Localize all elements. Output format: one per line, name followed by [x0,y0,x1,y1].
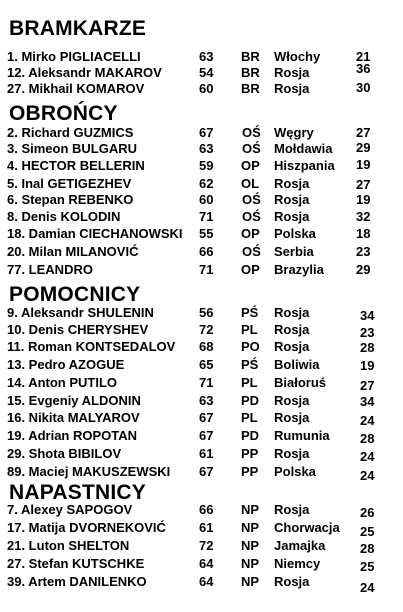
player-nation: Rosja [274,393,310,408]
player-rating: 71 [199,209,214,224]
player-position: PP [241,446,259,461]
player-nation: Niemcy [274,556,321,571]
player-age: 23 [360,325,375,340]
player-age: 28 [360,340,375,355]
player-nation: Rosja [274,502,310,517]
player-age: 21 [356,49,371,64]
player-name: 13. Pedro AZOGUE [7,357,125,372]
player-nation: Chorwacja [274,520,340,535]
player-name: 17. Matija DVORNEKOVIĆ [7,520,166,535]
player-age: 27 [360,378,375,393]
player-rating: 54 [199,65,214,80]
player-rating: 65 [199,357,214,372]
player-age: 29 [356,262,371,277]
player-nation: Rosja [274,209,310,224]
player-age: 18 [356,226,371,241]
player-age: 27 [356,125,371,140]
player-age: 28 [360,541,375,556]
player-name: 12. Aleksandr MAKAROV [7,65,162,80]
player-position: PO [241,339,260,354]
player-name: 18. Damian CIECHANOWSKI [7,226,183,241]
player-name: 27. Stefan KUTSCHKE [7,556,145,571]
player-nation: Rosja [274,176,310,191]
player-rating: 63 [199,49,214,64]
player-rating: 67 [199,410,214,425]
player-position: PŚ [241,305,259,320]
player-position: NP [241,556,260,571]
player-nation: Rosja [274,65,310,80]
player-age: 25 [360,524,375,539]
player-rating: 71 [199,262,214,277]
player-name: 14. Anton PUTILO [7,375,118,390]
player-age: 24 [360,580,375,595]
player-position: OŚ [242,125,261,140]
player-position: PP [241,464,259,479]
player-nation: Rosja [274,192,310,207]
player-position: OŚ [242,244,261,259]
player-nation: Rosja [274,574,310,589]
player-position: OP [241,226,260,241]
player-name: 9. Aleksandr SHULENIN [7,305,154,320]
player-age: 34 [360,394,375,409]
player-nation: Brazylia [274,262,324,277]
player-rating: 63 [199,141,214,156]
player-position: OŚ [242,209,261,224]
player-age: 29 [356,140,371,155]
player-position: PL [241,322,258,337]
player-rating: 62 [199,176,214,191]
player-name: 15. Evgeniy ALDONIN [7,393,141,408]
player-position: BR [241,49,260,64]
player-name: 16. Nikita MALYAROV [7,410,140,425]
player-position: PD [241,393,260,408]
player-rating: 72 [199,322,214,337]
player-name: 8. Denis KOLODIN [7,209,121,224]
player-rating: 67 [199,125,214,140]
player-age: 24 [360,449,375,464]
player-name: 1. Mirko PIGLIACELLI [7,49,141,64]
player-nation: Rosja [274,410,310,425]
player-rating: 71 [199,375,214,390]
player-nation: Rosja [274,446,310,461]
player-position: NP [241,574,260,589]
player-position: OP [241,262,260,277]
player-position: OL [241,176,260,191]
player-nation: Serbia [274,244,314,259]
player-name: 6. Stepan REBENKO [7,192,134,207]
player-name: 2. Richard GUZMICS [7,125,134,140]
player-position: PŚ [241,357,259,372]
player-nation: Rosja [274,305,310,320]
player-rating: 67 [199,428,214,443]
player-nation: Polska [274,464,316,479]
player-age: 19 [360,358,375,373]
player-nation: Rosja [274,81,310,96]
player-nation: Polska [274,226,316,241]
player-name: 21. Luton SHELTON [7,538,130,553]
player-name: 7. Alexey SAPOGOV [7,502,133,517]
player-name: 39. Artem DANILENKO [7,574,147,589]
player-position: OŚ [242,192,261,207]
player-position: NP [241,538,260,553]
player-nation: Jamajka [274,538,326,553]
section-heading: BRAMKARZE [9,17,147,40]
section-heading: NAPASTNICY [9,481,146,504]
player-position: PD [241,428,260,443]
player-name: 29. Shota BIBILOV [7,446,122,461]
player-position: NP [241,502,260,517]
player-rating: 64 [199,574,214,589]
player-age: 19 [356,157,371,172]
player-name: 3. Simeon BULGARU [7,141,138,156]
player-rating: 61 [199,446,214,461]
player-nation: Mołdawia [274,141,333,156]
player-name: 11. Roman KONTSEDALOV [7,339,176,354]
player-rating: 68 [199,339,214,354]
player-name: 20. Milan MILANOVIĆ [7,244,139,259]
player-position: BR [241,81,260,96]
player-rating: 63 [199,393,214,408]
player-age: 32 [356,209,371,224]
player-age: 36 [356,61,371,76]
player-position: OŚ [242,141,261,156]
player-age: 25 [360,559,375,574]
player-name: 5. Inal GETIGEZHEV [7,176,132,191]
player-nation: Węgry [274,125,314,140]
player-nation: Włochy [274,49,321,64]
player-rating: 60 [199,81,214,96]
player-name: 27. Mikhail KOMAROV [7,81,145,96]
player-rating: 59 [199,158,214,173]
player-age: 24 [360,413,375,428]
player-age: 28 [360,431,375,446]
player-rating: 72 [199,538,214,553]
player-name: 77. LEANDRO [7,262,93,277]
player-position: NP [241,520,260,535]
player-rating: 67 [199,464,214,479]
player-nation: Boliwia [274,357,320,372]
player-age: 27 [356,177,371,192]
player-age: 26 [360,505,375,520]
player-nation: Rosja [274,339,310,354]
player-age: 23 [356,244,371,259]
player-nation: Białoruś [274,375,327,390]
player-rating: 61 [199,520,214,535]
player-nation: Rosja [274,322,310,337]
player-position: PL [241,410,258,425]
player-rating: 60 [199,192,214,207]
player-rating: 55 [199,226,214,241]
section-heading: OBROŃCY [9,102,118,125]
player-nation: Hiszpania [274,158,335,173]
player-rating: 66 [199,502,214,517]
player-name: 19. Adrian ROPOTAN [7,428,138,443]
player-name: 89. Maciej MAKUSZEWSKI [7,464,171,479]
player-position: BR [241,65,260,80]
player-position: PL [241,375,258,390]
player-rating: 66 [199,244,214,259]
player-rating: 64 [199,556,214,571]
player-name: 4. HECTOR BELLERIN [7,158,145,173]
player-age: 34 [360,308,375,323]
player-nation: Rumunia [274,428,330,443]
section-heading: POMOCNICY [9,283,141,306]
player-name: 10. Denis CHERYSHEV [7,322,149,337]
player-age: 30 [356,80,371,95]
player-rating: 56 [199,305,214,320]
player-position: OP [241,158,260,173]
player-age: 19 [356,192,371,207]
player-age: 24 [360,468,375,483]
